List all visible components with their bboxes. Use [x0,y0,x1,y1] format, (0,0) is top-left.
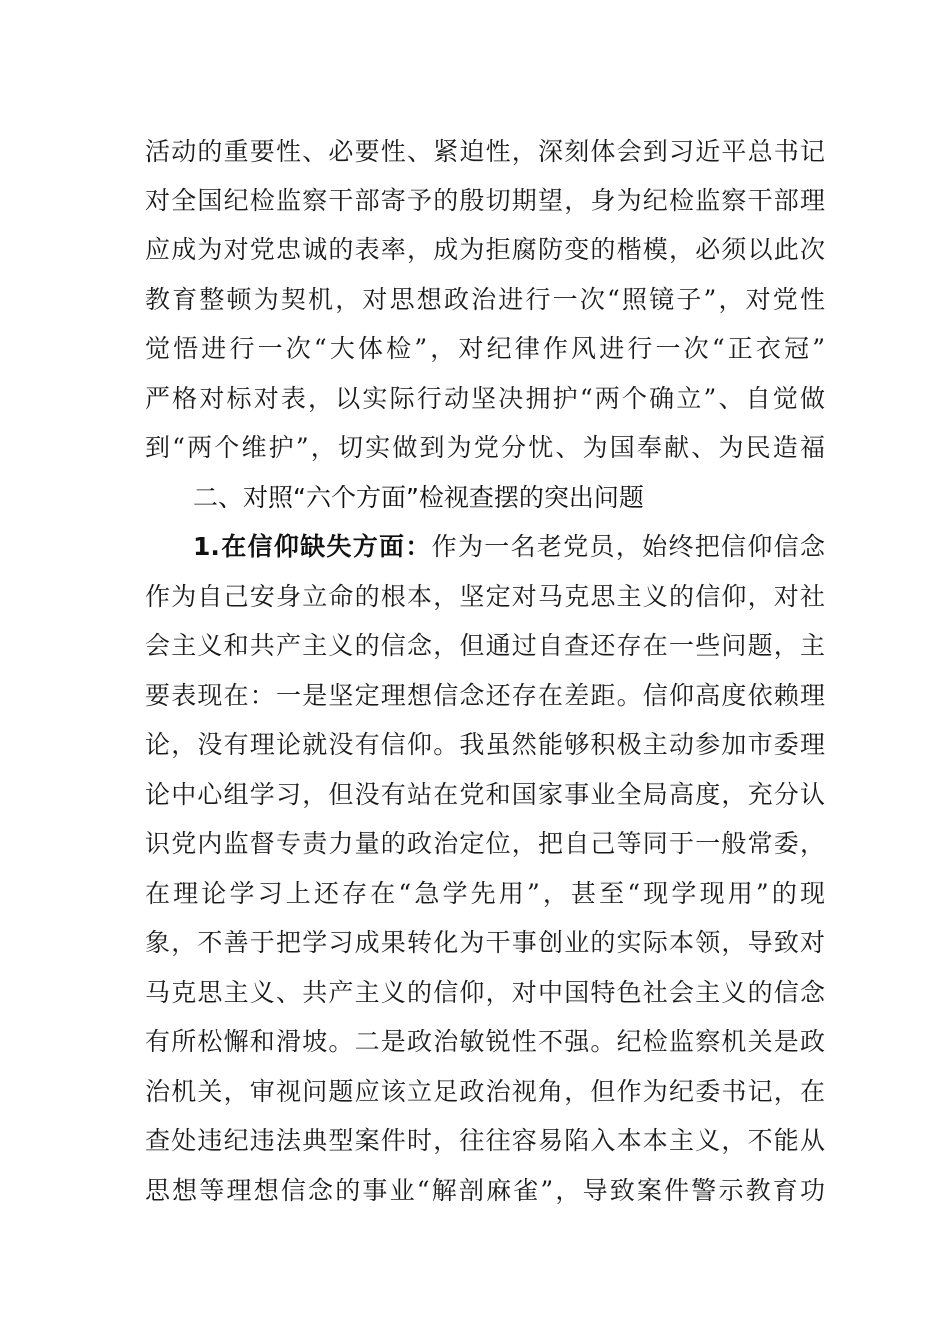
item1-lead-label: 1.在信仰缺失方面： [193,532,432,561]
body-text-line: 象，不善于把学习成果转化为干事创业的实际本领，导致对 [145,928,825,957]
body-text-line: 会主义和共产主义的信念，但通过自查还存在一些问题，主 [145,631,825,660]
body-text-line: 论中心组学习，但没有站在党和国家事业全局高度，充分认 [145,780,825,809]
body-text-line: 严格对标对表，以实际行动坚决拥护“两个确立”、自觉做 [145,384,825,413]
body-text-line: 活动的重要性、必要性、紧迫性，深刻体会到习近平总书记 [145,137,825,166]
body-text-line: 有所松懈和滑坡。二是政治敏锐性不强。纪检监察机关是政 [145,1027,825,1056]
section-heading: 二、对照“六个方面”检视查摆的突出问题 [193,483,644,512]
body-text-line: 觉悟进行一次“大体检”，对纪律作风进行一次“正衣冠” [145,334,826,363]
body-text-line: 作为自己安身立命的根本，坚定对马克思主义的信仰，对社 [145,582,825,611]
body-text-line: 识党内监督专责力量的政治定位，把自己等同于一般常委， [145,829,825,858]
body-text-line: 马克思主义、共产主义的信仰，对中国特色社会主义的信念 [145,978,825,1007]
body-text-line: 对全国纪检监察干部寄予的殷切期望，身为纪检监察干部理 [145,186,825,215]
item1-first-line-text: 作为一名老党员，始终把信仰信念 [431,532,825,561]
body-text-line: 查处违纪违法典型案件时，往往容易陷入本本主义，不能从 [145,1126,825,1155]
body-text-line: 治机关，审视问题应该立足政治视角，但作为纪委书记，在 [145,1077,825,1106]
body-text-line: 应成为对党忠诚的表率，成为拒腐防变的楷模，必须以此次 [145,235,825,264]
body-text-line: 教育整顿为契机，对思想政治进行一次“照镜子”，对党性 [145,285,825,314]
body-text-line: 要表现在：一是坚定理想信念还存在差距。信仰高度依赖理 [145,681,825,710]
body-text-line: 论，没有理论就没有信仰。我虽然能够积极主动参加市委理 [145,730,825,759]
body-text-line: 思想等理想信念的事业“解剖麻雀”，导致案件警示教育功 [145,1176,825,1205]
body-text-line: 在理论学习上还存在“急学先用”，甚至“现学现用”的现 [145,879,825,908]
item1-first-line [193,527,825,567]
body-text-line: 到“两个维护”，切实做到为党分忧、为国奉献、为民造福 [145,433,825,462]
